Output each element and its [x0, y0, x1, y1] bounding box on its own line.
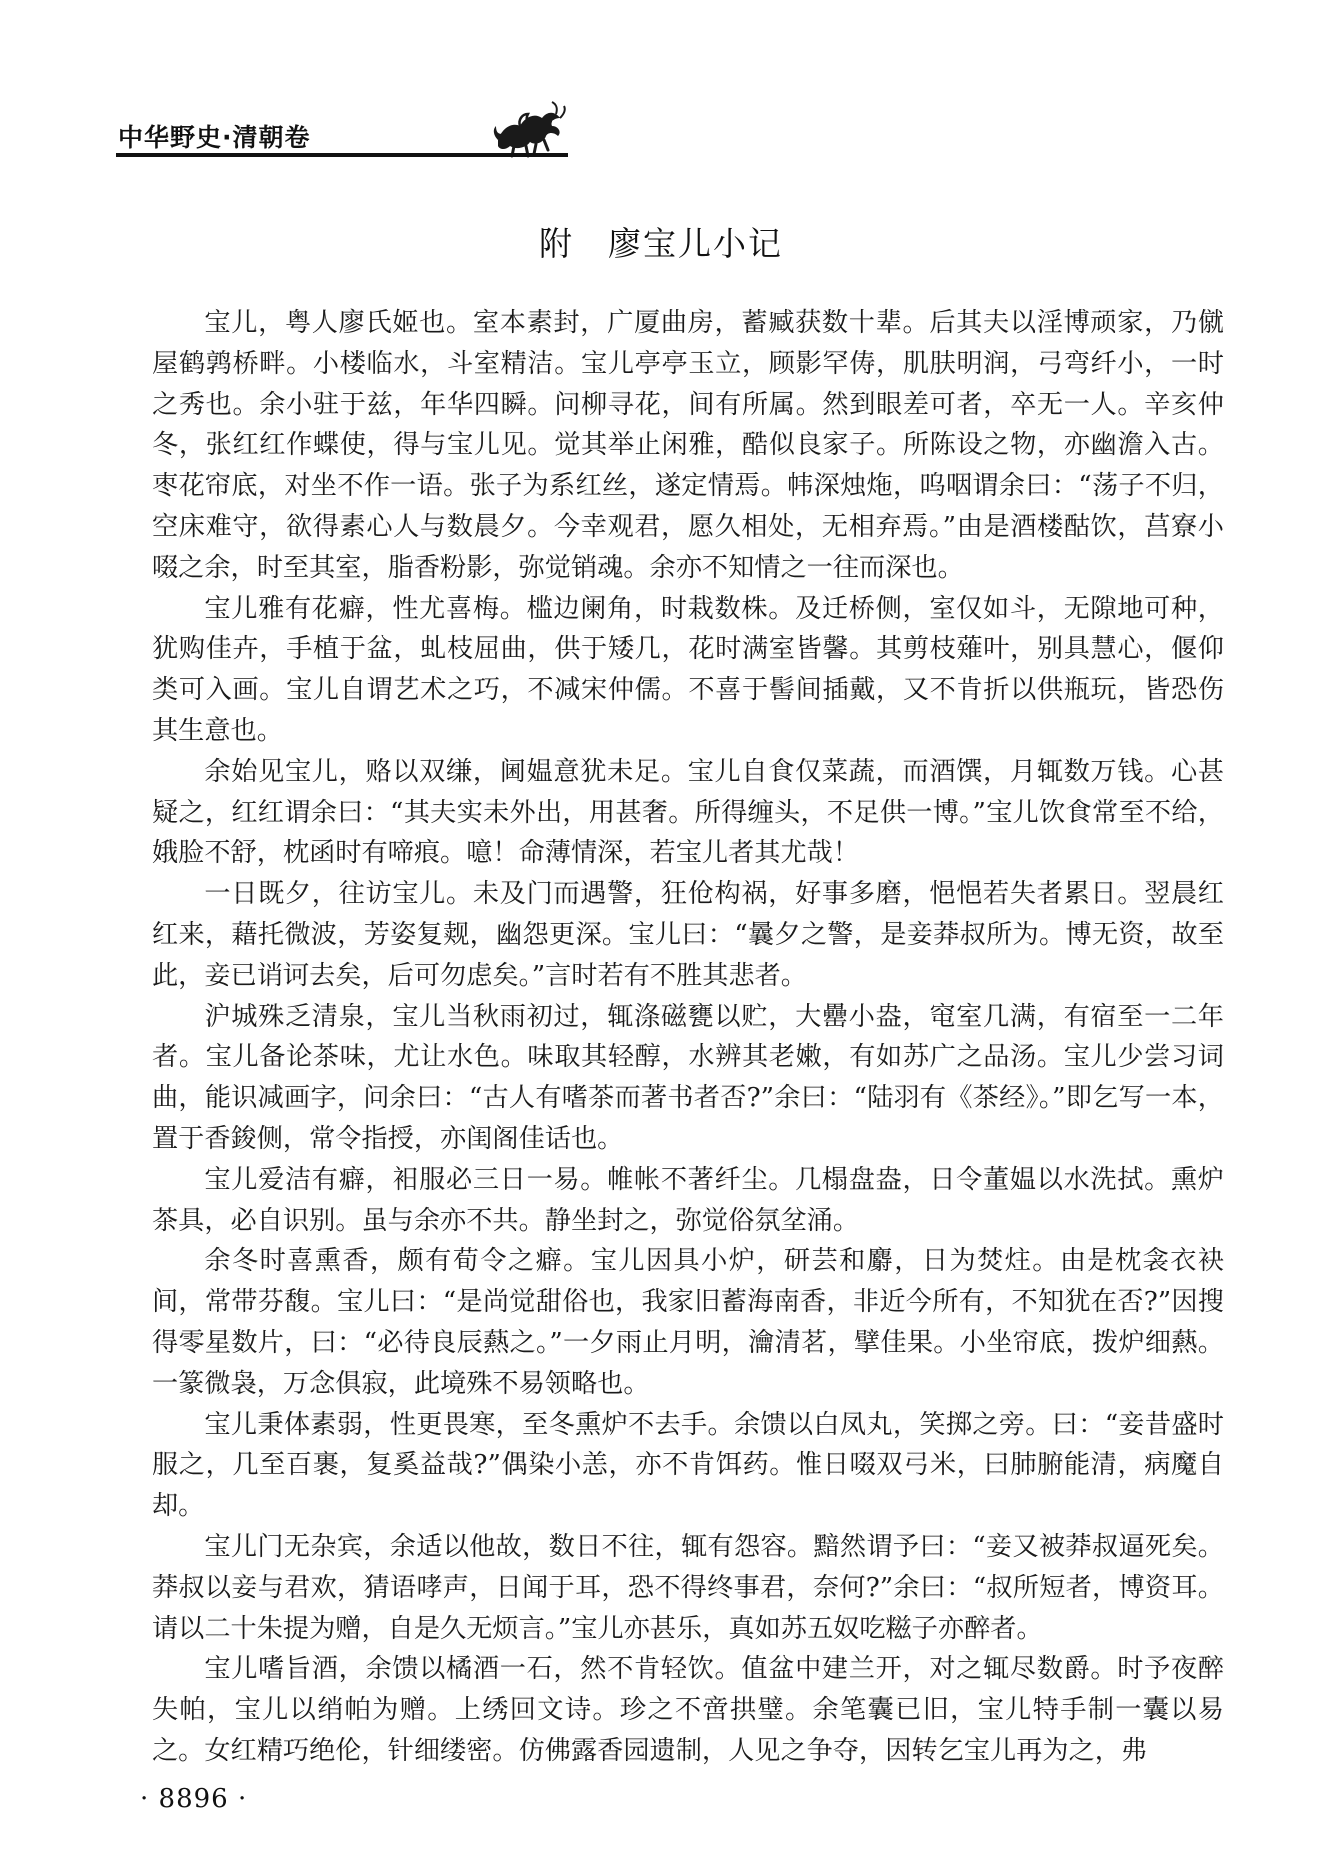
running-header-title: 中华野史·清朝卷: [118, 123, 311, 152]
paragraph: 沪城殊乏清泉，宝儿当秋雨初过，辄涤磁甕以贮，大罍小盎，窀室几满，有宿至一二年者。宝儿备论茶味，尤让水色。味取其轻醇，水辨其老嫩，有如苏广之品汤。宝儿少尝习词曲，能识减画字，问余曰：“古人有嗜茶而著书者否?”余曰：“陆羽有《茶经》。”即乞写一本，置于香鋑侧，常令指授，亦闺阁佳话也。: [152, 1001, 1224, 1154]
paragraph: 宝儿雅有花癖，性尤喜梅。槛边阑角，时栽数株。及迁桥侧，室仅如斗，无隙地可种，犹购佳卉，手植于盆，虬枝屈曲，供于矮几，花时满室皆馨。其剪枝薙叶，别具慧心，偃仰类可入画。宝儿自谓艺术之巧，不减宋仲儒。不喜于髻间插戴，又不肯折以供瓶玩，皆恐伤其生意也。: [152, 593, 1224, 746]
paragraph: 宝儿门无杂宾，余适以他故，数日不往，辄有怨容。黯然谓予曰：“妾又被莽叔逼死矣。莽叔以妾与君欢，猜语哮声，日闻于耳，恐不得终事君，奈何?”余曰：“叔所短者，博资耳。请以二十朱提为赠，自是久无烦言。”宝儿亦甚乐，真如苏五奴吃糍子亦醉者。: [152, 1531, 1224, 1644]
paragraph: 宝儿秉体素弱，性更畏寒，至冬熏炉不去手。余馈以白凤丸，笑掷之旁。曰：“妾昔盛时服之，几至百裹，复奚益哉?”偶染小恙，亦不肯饵药。惟日啜双弓米，曰肺腑能清，病魔自却。: [152, 1409, 1224, 1522]
section-title-text: 廖宝儿小记: [608, 224, 783, 263]
section-title-prefix: 附: [539, 224, 574, 263]
paragraph: 余冬时喜熏香，颇有荀令之癖。宝儿因具小炉，研芸和麝，日为焚炷。由是枕衾衣袂间，常带芬馥。宝儿曰：“是尚觉甜俗也，我家旧蓄海南香，非近今所有，不知犹在否?”因搜得零星数片，曰：“必待良辰爇之。”一夕雨止月明，瀹清茗，擘佳果。小坐帘底，拨炉细爇。一篆微袅，万念俱寂，此境殊不易领略也。: [152, 1246, 1224, 1399]
paragraph: 宝儿爱洁有癖，衵服必三日一易。帷帐不著纤尘。几榻盘盎，日令董媪以水洗拭。熏炉茶具，必自识别。虽与余亦不共。静坐封之，弥觉俗氛坌涌。: [152, 1164, 1224, 1236]
page-number: · 8896 ·: [140, 1784, 248, 1814]
paragraph: 宝儿，粤人廖氏姬也。室本素封，广厦曲房，蓄臧获数十辈。后其夫以淫博顽家，乃僦屋鹤鹑桥畔。小楼临水，斗室精洁。宝儿亭亭玉立，顾影罕俦，肌肤明润，弓弯纤小，一时之秀也。余小驻于兹，年华四瞬。问柳寻花，间有所属。然到眼差可者，卒无一人。辛亥仲冬，张红红作蝶使，得与宝儿见。觉其举止闲雅，酷似良家子。所陈设之物，亦幽澹入古。枣花帘底，对坐不作一语。张子为系红丝，遂定情焉。帏深烛炧，呜咽谓余曰：“荡子不归，空床难守，欲得素心人与数晨夕。今幸观君，愿久相处，无相弃焉。”由是酒楼酤饮，莒寮小啜之余，时至其室，脂香粉影，弥觉销魂。余亦不知情之一往而深也。: [152, 308, 1224, 583]
paragraph: 一日既夕，往访宝儿。未及门而遇警，狂伧构祸，好事多磨，悒悒若失者累日。翌晨红红来，藉托微波，芳姿复觌，幽怨更深。宝儿曰：“曩夕之警，是妾莽叔所为。博无资，故至此，妾已诮诃去矣，后可勿虑矣。”言时若有不胜其悲者。: [152, 879, 1224, 991]
paragraph: 余始见宝儿，赂以双缣，阃媪意犹未足。宝儿自食仅菜蔬，而酒馔，月辄数万钱。心甚疑之，红红谓余曰：“其夫实未外出，用甚奢。所得缠头，不足供一博。”宝儿饮食常至不给，娥脸不舒，枕函时有啼痕。噫！命薄情深，若宝儿者其尤哉！: [152, 756, 1224, 869]
dragon-icon: [490, 100, 568, 160]
body-text: [152, 303, 1224, 1772]
paragraph: 宝儿嗜旨酒，余馈以橘酒一石，然不肯轻饮。值盆中建兰开，对之辄尽数爵。时予夜醉失帕，宝儿以绡帕为赠。上绣回文诗。珍之不啻拱璧。余笔囊已旧，宝儿特手制一囊以易之。女红精巧绝伦，针细缕密。仿佛露香园遗制，人见之争夺，因转乞宝儿再为之，弗: [152, 1654, 1224, 1766]
header-rule: [116, 153, 568, 157]
section-title: [0, 218, 1322, 265]
